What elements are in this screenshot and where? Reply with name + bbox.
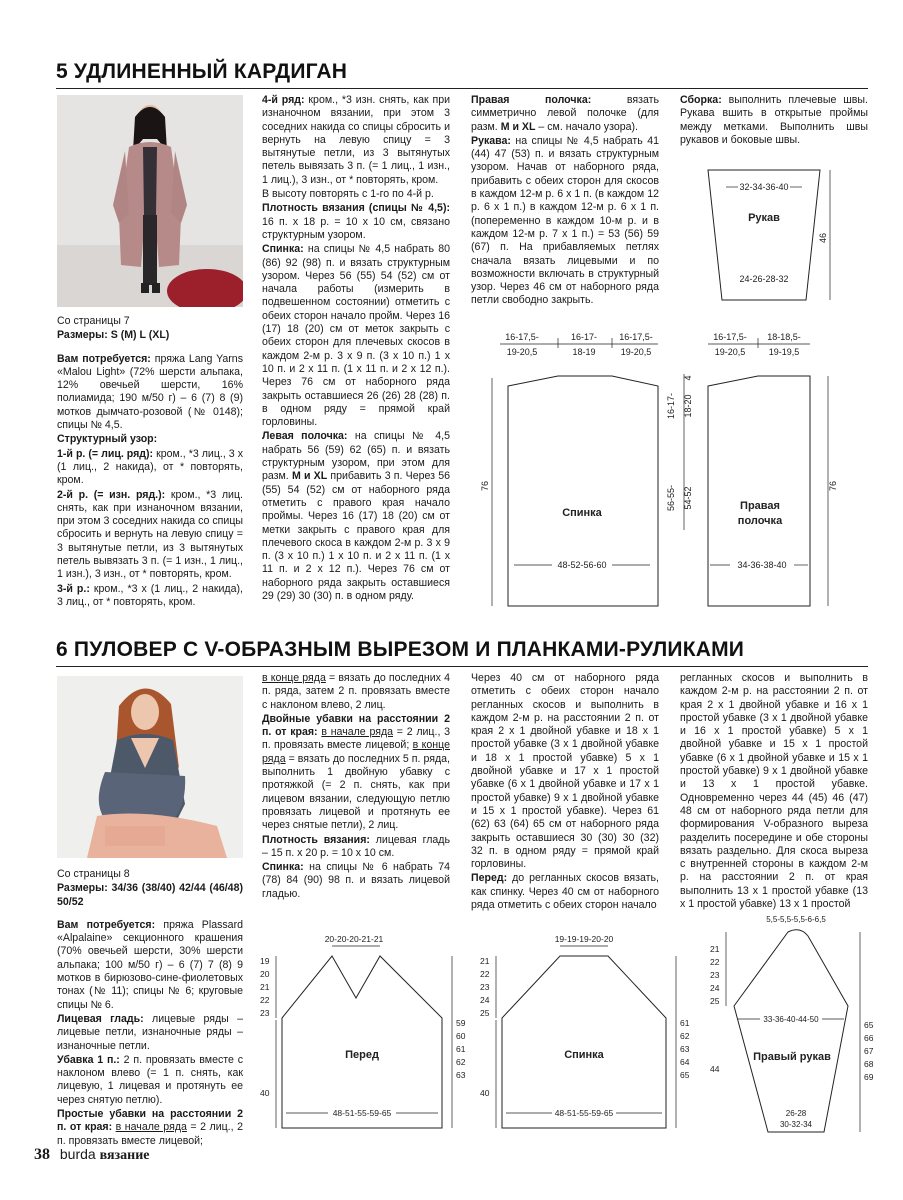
s5-back-width: 48-52-56-60 bbox=[557, 560, 607, 570]
s6-sizes-value: 34/36 (38/40) 42/44 (46/48) 50/52 bbox=[57, 882, 243, 908]
s5-sleeve-name: Рукав bbox=[748, 212, 780, 224]
s6-sizes-label: Размеры: bbox=[57, 882, 108, 895]
s5-back-top3: 16-17,5- bbox=[619, 332, 653, 342]
s6-front-top: 20-20-20-21-21 bbox=[324, 934, 384, 944]
s5-r4-label: 4-й ряд: bbox=[262, 94, 305, 106]
s6-sleeve-diagram bbox=[700, 910, 890, 1158]
s6-double-dec-text1: = 2 лиц., 3 п. провязать вместе лицевой; bbox=[262, 726, 451, 752]
s5-height-text: В высоту повторять с 1-го по 4-й р. bbox=[262, 188, 434, 201]
raglan-5: 25 bbox=[480, 1008, 490, 1018]
s5-sleeve-diagram bbox=[690, 160, 850, 320]
total-5: 63 bbox=[456, 1070, 466, 1080]
s6-simple-dec-label: Простые убавки на расстоянии 2 п. от края: bbox=[57, 1108, 243, 1134]
s5-left-front-text1: на спицы № 4,5 набрать 56 (59) 62 (65) п. и вязать структурным узором, при этом для разм. bbox=[262, 430, 450, 483]
total-2: 62 bbox=[680, 1031, 690, 1041]
s5-back-name: Спинка bbox=[562, 507, 602, 519]
s5-front-top2: 18-18,5- bbox=[767, 332, 801, 342]
s5-sleeves-label: Рукава: bbox=[471, 134, 511, 147]
raglan-1: 19 bbox=[260, 956, 270, 966]
s5-sleeve-top-label: 32-34-36-40 bbox=[739, 182, 789, 192]
s5-back-top2: 16-17- bbox=[570, 332, 598, 342]
s6-back-label: Спинка: bbox=[262, 861, 304, 874]
total-2: 66 bbox=[864, 1033, 874, 1043]
s5-back-height: 76 bbox=[480, 480, 490, 492]
s5-front-diagram bbox=[700, 326, 860, 611]
s5-left-front-label: Левая полочка: bbox=[262, 430, 348, 443]
section-5-rule bbox=[56, 88, 868, 89]
raglan-2: 22 bbox=[480, 969, 490, 979]
s6-column-3 bbox=[471, 672, 659, 913]
s6-back-body-h: 40 bbox=[480, 1088, 490, 1098]
s5-column-4 bbox=[680, 94, 868, 148]
s6-front-total-labels bbox=[456, 1018, 466, 1080]
s5-right-front-label: Правая полочка: bbox=[471, 94, 592, 106]
s6-double-dec-text2: = вязать до последних 5 п. ряда, выполнить 1 двойную убавку с протяжкой (= 2 п. снять, как при лицевом вязании, следующую петлю провязать лицевой и протянуть ее через снятые петли), 2 лиц. bbox=[262, 752, 450, 832]
s5-r3-label: 3-й р.: bbox=[57, 582, 90, 595]
s6-sleeve-total-labels bbox=[864, 1020, 874, 1082]
s5-front-top1b: 19-20,5 bbox=[714, 347, 746, 357]
page-number: 38 bbox=[34, 1146, 50, 1163]
s6-density-text: лицевая гладь – 15 п. х 20 р. = 10 х 10 см. bbox=[262, 833, 450, 859]
s5-column-3 bbox=[471, 94, 659, 309]
cardigan-photo bbox=[57, 95, 243, 307]
s6-back-bottom: 48-51-55-59-65 bbox=[554, 1108, 614, 1118]
s5-front-width: 34-36-38-40 bbox=[737, 560, 787, 570]
s6-front-text-cont: регланных скосов и выполнить в каждом 2-м р. на расстоянии 2 п. от края 2 х 1 двойной убавке и 16 х 1 простой убавке (3 х 1 двойной убавке и 16 х 1 простой убавке) 5 х 1 двойной убавке и 15 х 1 простой убавке (6 х 1 двойной убавке и 15 х 1 простой убавке) 9 х 1 двойной убавке и 13 х 1 простой убавке. Одновременно через 44 (45) 46 (47) 48 см от наборного ряда петли для формирования V-образного выреза разделить посередине и обе стороны вязать раздельно. Для скоса выреза с внутренней стороны в каждом 2-м р. на расстоянии 2 п. от края выполнить 13 х 1 простой убавке (13 х 1 простой убавке) 13 х 1 простой bbox=[680, 672, 868, 911]
s5-r3-text: кром., *3 х (1 лиц., 2 накида), 3 лиц., от * повторять, кром. bbox=[57, 582, 243, 608]
s5-back-top1: 16-17,5- bbox=[505, 332, 539, 342]
s5-right-front-text2: – см. начало узора). bbox=[538, 120, 638, 133]
total-1: 61 bbox=[680, 1018, 690, 1028]
raglan-3: 21 bbox=[260, 982, 270, 992]
s5-r1-label: 1-й р. (= лиц. ряд): bbox=[57, 447, 154, 460]
s5-r2-text: кром., *3 лиц. снять, как при изнаночном вязании, при этом 3 соседних накида со спицы сбросить и вернуть на левую спицу = 3 вытянутые петли, из 3 вытянутых петель вывязать 3 п. (= 1 изн., 1 лиц., 1 изн.), 3 изн., от * повторять, кром. bbox=[57, 488, 243, 581]
s6-back-text2: Через 40 см от наборного ряда отметить с обеих сторон начало регланных скосов и выполнить в каждом 2-м р. на расстоянии 2 п. от края 2 х 1 двойной убавке и 18 х 1 простой убавке (3 х 1 двойной убавке и 18 х 1 простой убавке) 5 х 1 двойной убавке и 17 х 1 простой убавке (6 х 1 двойной убавке и 17 х 1 простой убавке) 9 х 1 двойной убавке и 15 х 1 простой убавке). Через 61 (62) 63 (64) 65 см от наборного ряда закрыть оставшиеся 30 (30) 30 (32) 32 п. в одном ряду = прямой край горловины. bbox=[471, 672, 659, 871]
s6-back-text: на спицы № 6 набрать 74 (78) 84 (90) 98 п. и вязать лицевой гладью. bbox=[262, 861, 450, 900]
s6-double-dec-u1: в начале ряда bbox=[321, 726, 394, 739]
total-5: 65 bbox=[680, 1070, 690, 1080]
s6-density-label: Плотность вязания: bbox=[262, 833, 370, 846]
s6-stocking-label: Лицевая гладь: bbox=[57, 1012, 144, 1025]
total-3: 61 bbox=[456, 1044, 466, 1054]
s6-back-name: Спинка bbox=[564, 1049, 604, 1061]
s5-armhole-1: 16-17- bbox=[666, 392, 676, 420]
raglan-5: 25 bbox=[710, 996, 720, 1006]
s6-sleeve-bottom-1: 26-28 bbox=[785, 1109, 807, 1118]
s6-sleeve-bottom-2: 30-32-34 bbox=[779, 1120, 813, 1129]
s6-stocking-text: лицевые ряды – лицевые петли, изнаночные ряды – изнаночные петли. bbox=[57, 1012, 243, 1052]
s6-back-raglan-labels bbox=[480, 956, 490, 1018]
total-5: 69 bbox=[864, 1072, 874, 1082]
s5-sizes-value: S (M) L (XL) bbox=[110, 329, 170, 342]
s6-sleeve-top: 5,5-5,5-5,5-6-6,5 bbox=[766, 915, 826, 924]
s6-front-diagram bbox=[256, 928, 476, 1158]
total-4: 68 bbox=[864, 1059, 874, 1069]
s5-needs-text: пряжа Lang Yarns «Malou Light» (72% шерсти альпака, 12% овечьей шерсти, 16% полиамида; 190 м/50 г) – 6 (7) 8 (9) мотков дымчато-розовой (№ 0148); спицы № 4,5. bbox=[57, 352, 243, 432]
s5-front-top2b: 19-19,5 bbox=[768, 347, 800, 357]
s5-side-1: 56-55- bbox=[666, 484, 676, 512]
s5-front-name-1: Правая bbox=[740, 500, 780, 512]
s5-front-top1: 16-17,5- bbox=[713, 332, 747, 342]
s5-back-top2b: 18-19 bbox=[572, 347, 596, 357]
s5-column-2 bbox=[262, 94, 450, 604]
s5-assembly-text: выполнить плечевые швы. Рукава вшить в открытые проймы между метками. Выполнить швы рукавов и боковые швы. bbox=[680, 94, 868, 146]
raglan-3: 23 bbox=[710, 970, 720, 980]
raglan-2: 22 bbox=[710, 957, 720, 967]
s5-back-top1b: 19-20,5 bbox=[506, 347, 538, 357]
s5-density-text: 16 п. х 18 р. = 10 х 10 см, связано структурным узором. bbox=[262, 215, 450, 241]
s6-sleeve-raglan-labels bbox=[710, 944, 720, 1006]
s6-front-name: Перед bbox=[345, 1049, 379, 1061]
total-2: 60 bbox=[456, 1031, 466, 1041]
s6-simple-dec-text1: = 2 лиц., 2 п. провязать вместе лицевой; bbox=[57, 1121, 243, 1147]
total-1: 65 bbox=[864, 1020, 874, 1030]
s6-sleeve-length: 44 bbox=[710, 1064, 720, 1074]
s5-front-name-2: полочка bbox=[737, 515, 783, 527]
s5-sleeves-text: на спицы № 4,5 набрать 41 (44) 47 (53) п. и вязать структурным узором. Начав от наборного ряда, прибавить с обеих сторон для скосов в каждом 12-м р. 6 х 1 п. (в каждом 12 р. 6 х 1 п.) в каждом 12-м р. 6 х 1 п. (попеременно в каждом 10-м р. и в каждом 12-м р. 7 х 1 п.) = 53 (56) 59 (67) п. На прибавляемых петлях сначала вязать лицевыми и по возможности включать в структурный узор. Через 46 см от наборного ряда петли свободно закрыть. bbox=[471, 134, 659, 307]
s6-dec1-text: 2 п. провязать вместе с наклоном влево (= 1 п. снять, как лицевую, 1 лицевая и протянуть ее через снятую петлю). bbox=[57, 1053, 243, 1106]
s5-pattern-label: Структурный узор: bbox=[57, 433, 158, 446]
s5-column-1 bbox=[57, 315, 243, 610]
raglan-4: 24 bbox=[710, 983, 720, 993]
s5-back-top3b: 19-20,5 bbox=[620, 347, 652, 357]
total-4: 64 bbox=[680, 1057, 690, 1067]
s6-back-diagram bbox=[478, 928, 698, 1158]
s6-needs-text: пряжа Plassard «Alpalaine» секционного крашения (70% овечьей шерсти, 30% шерсти альпака; 100 м/50 г) – 6 (7) 7 (8) 9 мотков в бирюзово-сине-фиолетовых тонах (№ 11); спицы № 6; круговые спицы № 6. bbox=[57, 918, 243, 1011]
s5-middle-dimensions bbox=[664, 370, 704, 540]
total-1: 59 bbox=[456, 1018, 466, 1028]
raglan-4: 24 bbox=[480, 995, 490, 1005]
s6-front-text-start: до регланных скосов вязать, как спинку. Через 40 см от наборного ряда отметить с обеих сторон начало bbox=[471, 872, 659, 912]
s5-left-front-bold: M и XL bbox=[291, 470, 328, 483]
raglan-1: 21 bbox=[480, 956, 490, 966]
s6-front-bottom: 48-51-55-59-65 bbox=[332, 1108, 392, 1118]
s5-assembly-label: Сборка: bbox=[680, 94, 722, 106]
s5-back-text: на спицы № 4,5 набрать 80 (86) 92 (98) п. и вязать структурным узором. Через 56 (55) 54 (52) см от начала работы (измерить в подвешенном состоянии) отметить с обеих сторон начало пройм. Через 16 (17) 18 (20) см от меток закрыть с обеих сторон для плечевых скосов в каждом 2-м р. 3 х 9 п. (3 х 10 п.) 1 х 10 п. и 2 х 11 п. (1 х 11 п. и 2 х 12 п.). Через 76 см от наборного ряда закрыть оставшиеся 26 (26) 28 (28) п. в одном ряду = прямой край горловины. bbox=[262, 243, 450, 429]
pullover-photo bbox=[57, 676, 243, 858]
s6-simple-dec-u2: в конце ряда bbox=[262, 672, 326, 684]
s6-back-top: 19-19-19-20-20 bbox=[554, 934, 614, 944]
s6-back-total-labels bbox=[680, 1018, 690, 1080]
s5-r4-text: кром., *3 изн. снять, как при изнаночном вязании, при этом 3 соседних накида со спицы сбросить и вернуть на левую спицу = 3 вытянутые петли, из 3 вытянутых петель вывязать 3 п. (= 1 лиц., 1 изн., 1 лиц.), 3 изн., от * повторять, кром. bbox=[262, 94, 451, 186]
s5-armhole-2: 18-20 bbox=[683, 394, 693, 418]
s6-needs-label: Вам потребуется: bbox=[57, 918, 156, 931]
s6-front-label: Перед: bbox=[471, 872, 508, 885]
s6-dec1-label: Убавка 1 п.: bbox=[57, 1053, 120, 1066]
raglan-3: 23 bbox=[480, 982, 490, 992]
total-3: 67 bbox=[864, 1046, 874, 1056]
s6-sleeve-name: Правый рукав bbox=[753, 1051, 831, 1063]
section-6-title: 6 ПУЛОВЕР С V-ОБРАЗНЫМ ВЫРЕЗОМ И ПЛАНКАМИ-РУЛИКАМИ bbox=[56, 638, 745, 661]
s5-left-front-text2: прибавить 3 п. Через 56 (55) 54 (52) см от наборного ряда отметить с правого края начало проймы. Через 16 (17) 18 (20) см от метки закрыть с правого края для плечевого скоса в каждом 2-м р. 3 х 9 п. (3 х 10 п.) 1 х 10 п. и 2 х 11 п. (1 х 11 п. и 2 х 12 п.). Через 76 см от наборного ряда закрыть оставшиеся 29 (29) 30 (30) п. в одном ряду. bbox=[262, 470, 450, 602]
s5-sleeve-bottom-label: 24-26-28-32 bbox=[739, 274, 789, 284]
s6-front-raglan-labels bbox=[260, 956, 270, 1018]
s6-simple-dec-u1: в начале ряда bbox=[115, 1121, 187, 1134]
s5-back-label: Спинка: bbox=[262, 243, 304, 256]
s5-right-front-text1: вязать симметрично левой полочке (для разм. bbox=[471, 94, 659, 133]
magazine-brand-suffix: вязание bbox=[99, 1148, 150, 1163]
raglan-2: 20 bbox=[260, 969, 270, 979]
s5-back-diagram bbox=[478, 326, 678, 611]
s6-column-4 bbox=[680, 672, 868, 912]
s5-neck-height: 4 bbox=[683, 375, 693, 381]
s5-sizes-label: Размеры: bbox=[57, 329, 108, 342]
s5-right-front-bold: M и XL bbox=[500, 120, 536, 133]
s5-needs-label: Вам потребуется: bbox=[57, 352, 151, 365]
s6-simple-dec-text2: = вязать до последних 4 п. ряда, затем 2 п. провязать вместе с наклоном влево, 2 лиц. bbox=[262, 672, 450, 711]
s5-front-height: 76 bbox=[828, 480, 838, 492]
magazine-brand: burda bbox=[59, 1146, 96, 1162]
s6-front-body-h: 40 bbox=[260, 1088, 270, 1098]
s5-from-page: Со страницы 7 bbox=[57, 315, 130, 327]
section-6-rule bbox=[56, 666, 868, 667]
raglan-1: 21 bbox=[710, 944, 720, 954]
total-3: 63 bbox=[680, 1044, 690, 1054]
s6-column-1 bbox=[57, 868, 243, 1149]
s5-density-label: Плотность вязания (спицы № 4,5): bbox=[262, 202, 450, 215]
total-4: 62 bbox=[456, 1057, 466, 1067]
s5-r2-label: 2-й р. (= изн. ряд.): bbox=[57, 488, 166, 501]
raglan-5: 23 bbox=[260, 1008, 270, 1018]
page-footer bbox=[34, 1146, 150, 1164]
s6-from-page: Со страницы 8 bbox=[57, 868, 130, 880]
section-5-title: 5 УДЛИНЕННЫЙ КАРДИГАН bbox=[56, 60, 348, 83]
s6-double-dec-u2: в конце ряда bbox=[262, 739, 450, 765]
s5-r1-text: кром., *3 лиц., 3 х (1 лиц., 2 накида), от * повторять, кром. bbox=[57, 447, 243, 487]
raglan-4: 22 bbox=[260, 995, 270, 1005]
s6-double-dec-label: Двойные убавки на расстоянии 2 п. от края: bbox=[262, 712, 450, 739]
s6-column-2 bbox=[262, 672, 450, 902]
s5-side-2: 54-52 bbox=[683, 486, 693, 510]
s5-sleeve-height: 46 bbox=[818, 232, 828, 244]
s6-sleeve-mid: 33-36-40-44-50 bbox=[763, 1015, 819, 1024]
